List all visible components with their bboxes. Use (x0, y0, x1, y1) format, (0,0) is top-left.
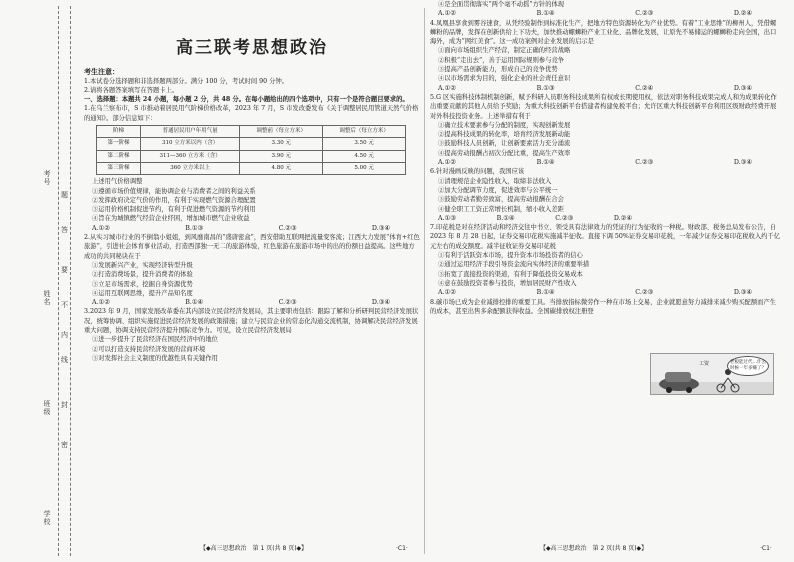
table-cell: 360 立方米以上 (140, 162, 239, 174)
page-footer-left (200, 543, 307, 552)
section-heading: 一、选择题：本题共 24 小题，每小题 2 分，共 48 分。在每小题给出的四个选项中，只有一个是符合题目要求的。 (84, 96, 409, 104)
table-row (97, 162, 406, 174)
seal-char: 内 (61, 331, 68, 339)
table-header-cell: 调整前（每立方米） (240, 126, 323, 138)
option-line: ④以市场需求为目的，强化企业的社会责任意识 (438, 75, 571, 83)
seal-char: 答 (61, 226, 68, 234)
option-line: ③立足市场需求，挖掘自身资源优势 (92, 280, 193, 288)
option-line: ②加大分配调节力度，促进效率与公平统一 (438, 186, 558, 194)
choice-a: A.①③ (438, 214, 456, 222)
notice-line: 2.请将各题答案填写在答题卡上。 (84, 86, 179, 94)
question-lead: 上述用气价格调整 (92, 178, 143, 186)
choice-d: D.③④ (733, 84, 752, 92)
table-header-cell: 普通居民用户年用气量 (140, 126, 239, 138)
table-cell: 4.80 元 (240, 162, 323, 174)
dashed-binding-line (58, 6, 59, 556)
question-stem: 7.印花税是对在经济活动和经济交往中书立、领受具有法律效力的凭证的行为征收的一种税。财政部、税务总局发布公告，自 2023 年 8 月 28 日起，证券交易印花税实施减半征收。直接下调 50%证券交易印花税，一年减少证券交易印花税收入约千亿元左右的成交额度。减半征收证券交易印花税 (430, 224, 781, 250)
label-kaohao: 考号 (43, 170, 51, 186)
table-header-cell: 阶梯 (97, 126, 141, 138)
option-line: ④提高劳动报酬占初次分配比重，提高生产效率 (438, 149, 571, 157)
cartoon-label: 工资 (699, 361, 710, 367)
page-code-right: ·C1· (760, 545, 772, 552)
table-header-cell: 调整后（每立方米） (323, 126, 406, 138)
table-header-row (97, 126, 406, 138)
choice-d: D.②④ (613, 214, 632, 222)
option-line: ②可以打造支持民营经济发展的营商环境 (92, 345, 206, 353)
answer-choices (430, 288, 782, 297)
choice-a: A.①② (92, 224, 110, 232)
option-line: ①确立技术要素参与分配的制度，实现创新发展 (438, 121, 571, 129)
choice-b: B.①④ (536, 289, 555, 297)
cartoon-image (650, 353, 774, 395)
option-line: ③拓宽了直接投资的渠道，有利于降低投资交易成本 (438, 270, 583, 278)
choice-c: C.②③ (635, 10, 654, 18)
option-line: ①有利于活跃资本市场，提升资本市场投资者的信心 (438, 252, 583, 260)
choice-d: D.③④ (733, 289, 752, 297)
option-line: ②发挥政府决定气价的作用，有利于实现燃气资源合理配置 (92, 196, 256, 204)
option-line: ②提高科技成果的转化率，培育经济发展新动能 (438, 131, 571, 139)
table-cell: 3.90 元 (240, 150, 323, 162)
table-cell: 第三阶梯 (97, 162, 141, 174)
option-line: ③鼓励劳动者勤劳致富，提高劳动报酬在合会 (438, 196, 564, 204)
question-stem: 5.G 区实施科技体制机制创新，赋予科研人员职务科技成果所有权或长期使用权，依法对职务科技成果完成人和为成果转化作出重要贡献的其他人员给予奖励；为重大科技创新平台搭建者构建免税平台；允许区重大科技创新平台利用区级财政经费开展对外科技投资业务。上述举措有利于 (430, 93, 777, 120)
label-xuexiao: 学校 (43, 510, 51, 526)
choice-d: D.③④ (733, 159, 752, 167)
option-line: ④是全面贯彻落实“两个毫不动摇”方针的体现 (438, 1, 565, 8)
seal-char: 要 (61, 266, 68, 274)
option-line: ③运用价格机制促进节约，有利于促进燃气资源的节约利用 (92, 206, 256, 214)
cartoon-speech-bubble: 老板能过代…什么时候一年多赚了？ (727, 356, 769, 376)
choice-a: A.①② (438, 84, 456, 92)
question-stem: 6.针对漫画反映的问题，我国应该 (430, 168, 525, 176)
question-stem: 2.从实习城市行业的不倒翁小姐姐，到风靡南昌的“盛唐密盒”，西安借助互联网把流量变客流；江西大力发展“体育+红色旅游”，引进社会体育事业活动，打造西部独一无二的旅游体验，红色旅游在旅游市场中的出的份额日益提高。这些地方成功的共同秘诀在于 (84, 234, 420, 260)
question-stem: 8.碳市场已成为企业减排控排的重要工具。当排放指标微劳作一种在市场上交易，企业就愿意努力减排来减少购买配额而产生的成本，甚至出售多余配额获得收益。全国碳排放权注册登 (430, 298, 777, 315)
option-line: ②打造消费场景，提升消费者的体验 (92, 271, 193, 279)
answer-choices (430, 214, 782, 223)
choice-a: A.①② (92, 299, 110, 307)
seal-char: 题 (61, 191, 68, 199)
answer-choices (84, 224, 420, 233)
seal-char: 封 (61, 401, 68, 409)
option-line: ③鼓励科技人员创新，让创新要素活力充分涌流 (438, 140, 571, 148)
choice-c: C.②③ (278, 299, 297, 307)
choice-d: D.②④ (733, 10, 752, 18)
choice-c: C.②③ (635, 289, 654, 297)
choice-b: B.①④ (185, 299, 204, 307)
page-code-left: ·C1· (396, 545, 408, 552)
option-line: ③提高产品创新能力，形成自己的竞争优势 (438, 66, 558, 74)
notice-title: 考生注意： (84, 67, 119, 77)
option-line: ④旨在为城镇燃气经营企业纾困，增加城市燃气企业收益 (92, 215, 250, 223)
question-stem: 1.在乌兰察布市，S 市推动着居民用气阶梯价格改革，2023 年 7 月，S 市发改委发布《关于调整居民用管道天然气价格的通知》。部分信息如下： (84, 105, 419, 122)
option-line: ④运用互联网思维，提升产品知名度 (92, 289, 193, 297)
choice-b: B.①③ (536, 84, 555, 92)
question-stem: 3.2023 年 9 月，国家发展改革委在其内部设立民营经济发展局，其主要职责包括：跟踪了解和分析研判民营经济发展状况，统筹协调、组织实施促进民营经济发展的政策措施；建立与民营企业的常态化沟通交流机制，协调解决民营经济发展重大问题，协调支持民营经济提升国际竞争力。可见，设立民营经济发展局 (84, 308, 419, 335)
option-line: ①进一步提升了民营经济在国民经济中的地位 (92, 336, 218, 344)
table-row (97, 138, 406, 150)
table-cell: 4.50 元 (323, 150, 406, 162)
seal-char: 线 (61, 356, 68, 364)
table-cell: 3.50 元 (323, 138, 406, 150)
question-stem: 4.凤凰县享食到雾谷速食，从凭经验制作到标准化生产，把地方特色资源转化为产业优势。有着“工业思维”的柳州人，凭借螺蛳粉的品牌，发挥在创新供给上下功夫，加快推动螺蛳粉产业工业化、品牌化发展，让原先不易储运的螺蛳粉走向全国，出口海外，成为“网红美食”。这一成功案例对企业发展的启示是 (430, 19, 777, 46)
choice-a: A.①② (438, 289, 456, 297)
option-line: ①清理规范企业隐性收入，取缔非法收入 (438, 177, 552, 185)
choice-c: C.②③ (278, 224, 297, 232)
choice-a: A.①② (438, 10, 456, 18)
choice-b: B.①③ (185, 224, 204, 232)
price-table (96, 125, 406, 175)
choice-b: B.①④ (496, 214, 515, 222)
option-line: ①遵循市场价值规律，能协调企业与消费者之间的利益关系 (92, 187, 256, 195)
dashed-binding-line-2 (70, 6, 71, 556)
right-column (430, 0, 782, 316)
seal-char: 不 (61, 301, 68, 309)
answer-choices (430, 158, 782, 167)
choice-b: B.①④ (536, 159, 555, 167)
seal-char: 密 (61, 441, 68, 449)
choice-d: D.③④ (371, 299, 390, 307)
table-cell: 311—360 立方米（含） (140, 150, 239, 162)
choice-a: A.①② (438, 159, 456, 167)
choice-c: C.②③ (555, 214, 574, 222)
column-divider (424, 8, 425, 554)
label-banji: 班级 (43, 400, 51, 416)
footer-text: 【◆高三思想政治 第 2 页(共 8 页)◆】 (540, 545, 648, 552)
table-row (97, 150, 406, 162)
option-line: ③对发挥社会主义制度的优越性具有关键作用 (92, 354, 218, 362)
table-cell: 第二阶梯 (97, 150, 141, 162)
option-line: ④意在鼓励投资者参与投资，增加居民财产性收入 (438, 279, 577, 287)
option-line: ②通过运用经济手段引导资金流向实体经济的重要举措 (438, 261, 590, 269)
option-line: ①面向市场组织生产经营，制定正确的经营战略 (438, 47, 571, 55)
table-cell: 310 立方米以内（含） (140, 138, 239, 150)
choice-c: C.②④ (635, 84, 654, 92)
choice-b: B.①④ (536, 10, 555, 18)
answer-choices (84, 298, 420, 307)
page-title: 高三联考思想政治 (176, 38, 328, 58)
page-footer-right (540, 543, 647, 552)
notice-line: 1.本试卷分选择题和非选择题两部分。满分 100 分，考试时间 90 分钟。 (84, 77, 289, 85)
answer-choices (430, 84, 782, 93)
answer-choices (430, 9, 782, 18)
footer-text: 【◆高三思想政治 第 1 页(共 8 页)◆】 (200, 545, 308, 552)
choice-d: D.③④ (371, 224, 390, 232)
table-cell: 5.00 元 (323, 162, 406, 174)
option-line: ②积极“走出去”，善于运用国际规则参与竞争 (438, 56, 565, 64)
choice-c: C.②③ (635, 159, 654, 167)
left-column (84, 0, 420, 363)
binding-margin (0, 0, 80, 562)
option-line: ④健全职工工资正常增长机制，缩小收入差距 (438, 205, 564, 213)
option-line: ①发展新兴产业，实现经济转型升级 (92, 261, 193, 269)
table-cell: 第一阶梯 (97, 138, 141, 150)
table-cell: 3.30 元 (240, 138, 323, 150)
label-xingming: 姓名 (43, 290, 51, 306)
